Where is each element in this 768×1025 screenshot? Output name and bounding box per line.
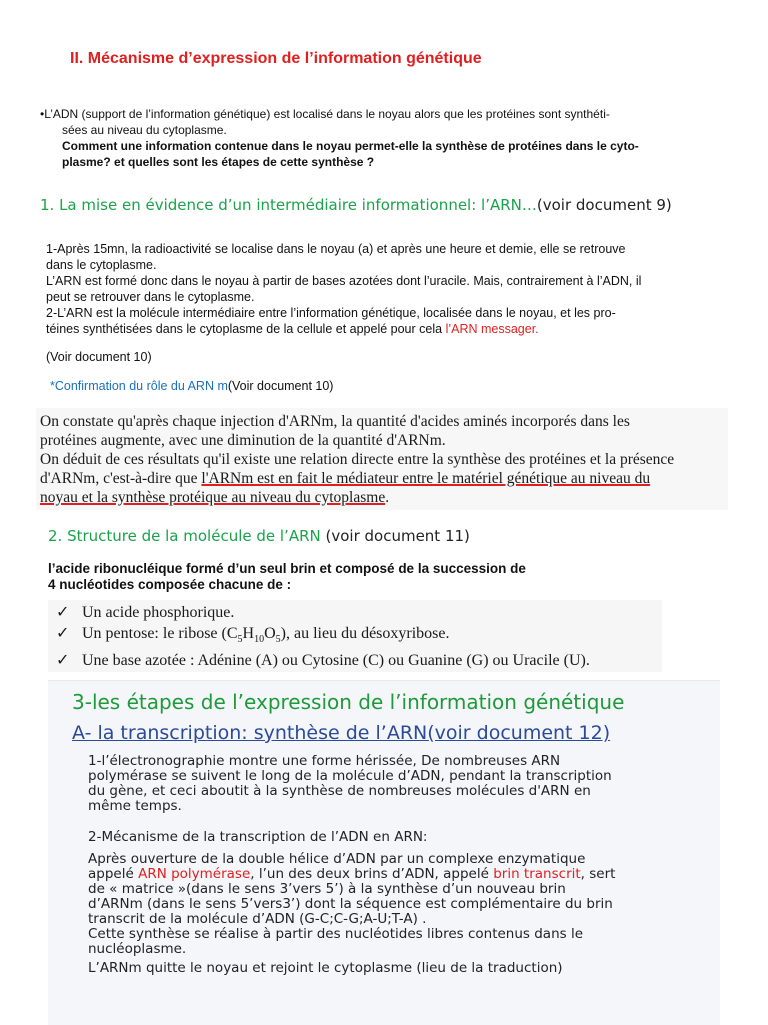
- section2-heading-text: 2. Structure de la molécule de l’ARN: [48, 527, 321, 545]
- section1-paragraph: [46, 241, 726, 337]
- scan-line: On constate qu'après chaque injection d'ARNm, la quantité d'acides aminés incorporés dans les: [40, 413, 630, 430]
- subscript: 5: [237, 634, 243, 646]
- underlined-conclusion: noyau et la synthèse protéique au niveau du cytoplasme: [40, 489, 386, 506]
- section1-heading-text: 1. La mise en évidence d’un intermédiaire informationnel: l’ARN…: [40, 196, 537, 214]
- panel-title: 3-les étapes de l’expression de l’information génétique: [72, 690, 625, 714]
- para-line: peut se retrouver dans le cytoplasme.: [46, 290, 255, 304]
- list-item: [56, 623, 662, 650]
- desc-line: 4 nucléotides composée chacune de :: [48, 577, 292, 592]
- list-item-text: H: [242, 625, 255, 642]
- intro-paragraph: [40, 106, 730, 170]
- scan-line: [40, 488, 728, 507]
- section2-heading: [48, 527, 470, 545]
- scanned-conclusion: [36, 408, 728, 510]
- nucleotide-components-list: [48, 600, 662, 672]
- panel-line: du gène, et ceci aboutit à la synthèse de nombreuses molécules d'ARN en: [88, 783, 591, 799]
- panel-paragraph: [88, 852, 708, 957]
- section1-heading: [40, 196, 672, 214]
- panel-paragraph: [88, 754, 708, 814]
- scan-line: [40, 469, 728, 488]
- panel-line: transcrit de la molécule d’ADN (G-C;C-G;A-U;T-A) .: [88, 911, 427, 927]
- panel-line: de « matrice »(dans le sens 3’vers 5’) à la synthèse d’un nouveau brin: [88, 881, 566, 897]
- para-line: [46, 321, 726, 337]
- panel-line: Cette synthèse se réalise à partir des nucléotides libres contenus dans le: [88, 926, 584, 942]
- panel-text: appelé: [88, 866, 139, 882]
- panel-line: d’ARNm (dans le sens 5’vers3’) dont la séquence est complémentaire du brin: [88, 896, 613, 912]
- check-icon: ✓: [56, 625, 70, 642]
- panel-line: même temps.: [88, 798, 182, 814]
- document-reference: (Voir document 10): [46, 350, 152, 364]
- para-line: 1-Après 15mn, la radioactivité se localise dans le noyau (a) et après une heure et demie, elle se retrouve: [46, 242, 626, 256]
- list-item-text: O: [264, 625, 276, 642]
- section-title: II. Mécanisme d’expression de l’information génétique: [70, 50, 482, 67]
- scan-text: .: [385, 489, 390, 506]
- intro-line: sées au niveau du cytoplasme.: [62, 123, 227, 137]
- check-icon: ✓: [56, 652, 70, 670]
- highlight-arn-messager: l’ARN messager.: [445, 322, 539, 336]
- list-item-text: Un acide phosphorique.: [82, 604, 235, 621]
- section1-ref: (voir document 9): [536, 196, 672, 214]
- check-icon: ✓: [56, 604, 70, 621]
- subscript: 10: [254, 634, 265, 646]
- panel-line: [88, 867, 708, 882]
- desc-line: l’acide ribonucléique formé d’un seul brin et composé de la succession de: [48, 561, 526, 576]
- structure-description: [48, 561, 648, 593]
- intro-question: Comment une information contenue dans le noyau permet-elle la synthèse de protéines dans le cyto-: [62, 139, 639, 153]
- subscript: 5: [275, 634, 281, 646]
- highlight-brin-transcrit: brin transcrit: [493, 866, 581, 882]
- para-line: 2-L’ARN est la molécule intermédiaire entre l’information génétique, localisée dans le noyau, et les pro-: [46, 306, 616, 320]
- para-line: L’ARN est formé donc dans le noyau à partir de bases azotées dont l’uracile. Mais, contrairement à l’ADN, il: [46, 274, 642, 288]
- para-text: téines synthétisées dans le cytoplasme de la cellule et appelé pour cela: [46, 322, 446, 336]
- panel-last-line: L’ARNm quitte le noyau et rejoint le cytoplasme (lieu de la traduction): [88, 960, 563, 976]
- highlight-arn-polymerase: ARN polymérase: [138, 866, 251, 882]
- list-item: [56, 650, 662, 671]
- scan-line: On déduit de ces résultats qu'il existe une relation directe entre la synthèse des protéines et la présence: [40, 451, 675, 468]
- panel-mechanism-heading: 2-Mécanisme de la transcription de l’ADN en ARN:: [88, 829, 428, 845]
- confirmation-ref: (Voir document 10): [227, 379, 334, 393]
- intro-line: •L’ADN (support de l’information génétique) est localisé dans le noyau alors que les protéines sont synthéti-: [40, 107, 610, 121]
- list-item-text: Un pentose: le ribose (C: [82, 625, 238, 642]
- panel-line: polymérase se suivent le long de la molécule d’ADN, pendant la transcription: [88, 768, 612, 784]
- panel-text: , sert: [580, 866, 616, 882]
- scan-line: protéines augmente, avec une diminution de la quantité d'ARNm.: [40, 432, 446, 449]
- underlined-conclusion: l'ARNm est en fait le médiateur entre le matériel génétique au niveau du: [201, 470, 651, 487]
- section2-ref: (voir document 11): [320, 527, 470, 545]
- panel-line: Après ouverture de la double hélice d’ADN par un complexe enzymatique: [88, 851, 586, 867]
- para-line: dans le cytoplasme.: [46, 258, 157, 272]
- list-item-text: ), au lieu du désoxyribose.: [280, 625, 450, 642]
- confirmation-label: *Confirmation du rôle du ARN m: [50, 379, 228, 393]
- panel-subtitle: A- la transcription: synthèse de l’ARN(voir document 12): [72, 722, 611, 744]
- panel-line: nucléoplasme.: [88, 941, 187, 957]
- list-item-text: Une base azotée : Adénine (A) ou Cytosine (C) ou Guanine (G) ou Uracile (U).: [82, 652, 590, 670]
- scan-text: d'ARNm, c'est-à-dire que: [40, 470, 202, 487]
- list-item: [56, 602, 662, 623]
- panel-line: 1-l’électronographie montre une forme hérissée, De nombreuses ARN: [88, 753, 561, 769]
- panel-text: , l’un des deux brins d’ADN, appelé: [250, 866, 494, 882]
- intro-question: plasme? et quelles sont les étapes de cette synthèse ?: [62, 155, 375, 169]
- confirmation-line: [50, 379, 333, 393]
